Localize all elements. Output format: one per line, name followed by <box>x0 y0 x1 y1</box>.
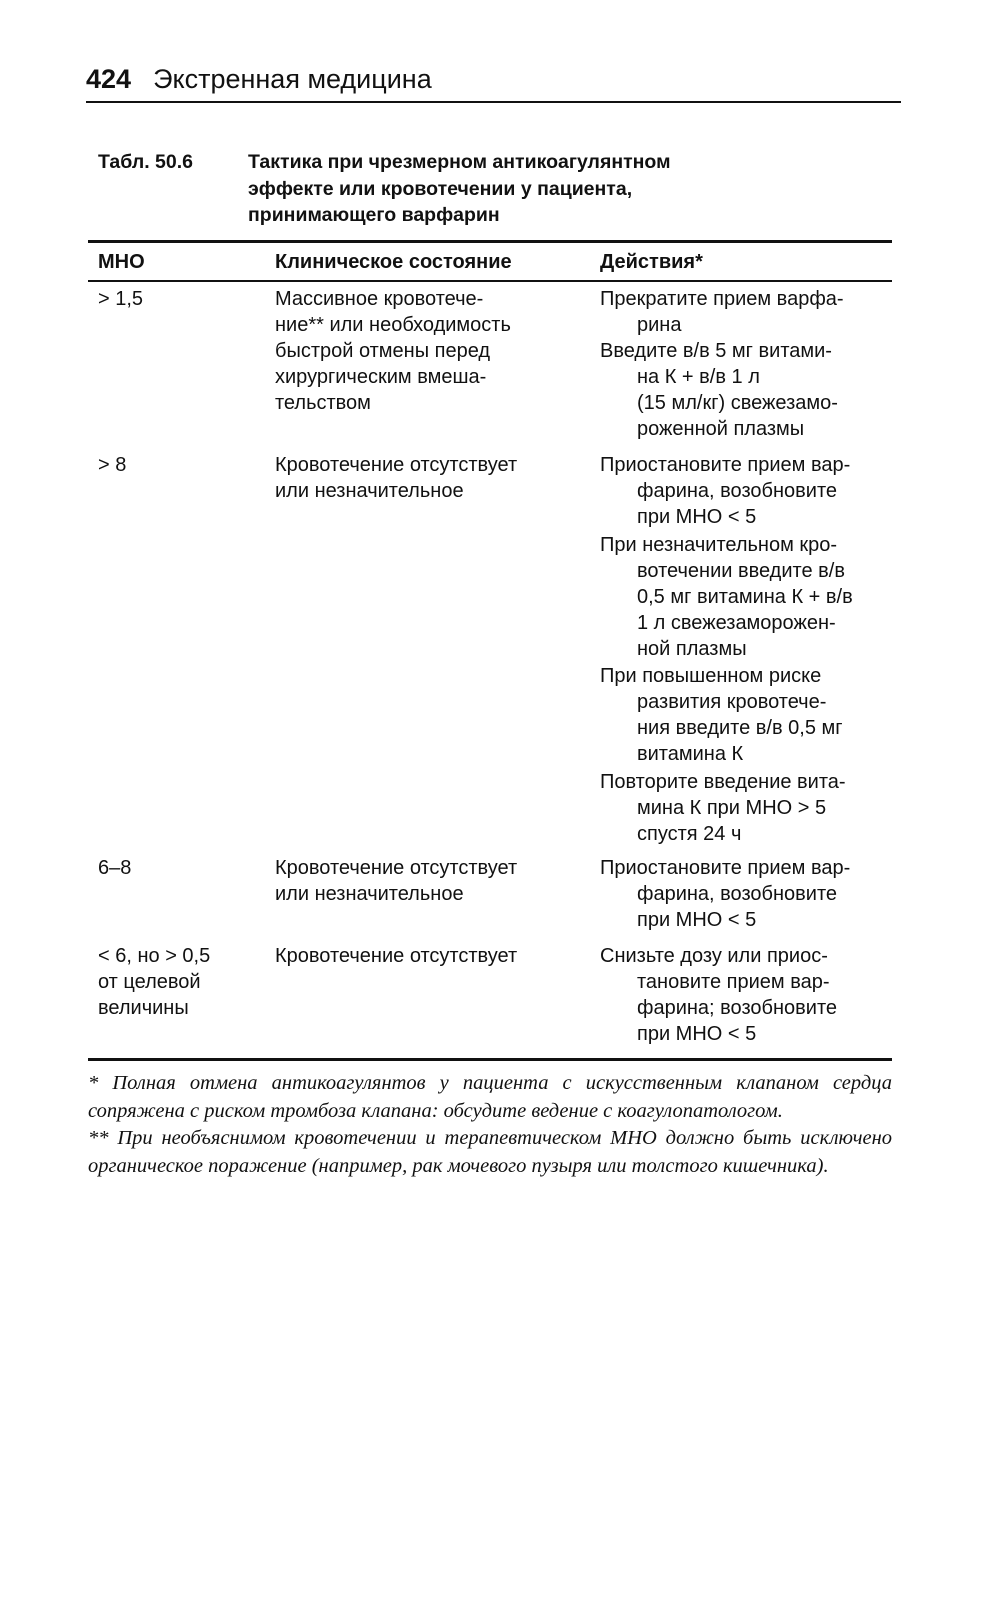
action-line: при МНО < 5 <box>637 909 757 931</box>
table-title-line: эффекте или кровотечении у пациента, <box>248 177 633 200</box>
condition-line: Кровотечение отсутствует <box>275 454 518 476</box>
action-line: при МНО < 5 <box>637 1023 757 1045</box>
condition-line: Кровотечение отсутствует <box>275 945 518 967</box>
action-line: мина К при МНО > 5 <box>637 797 827 819</box>
action-line: тановите прием вар- <box>637 971 830 993</box>
action-line: Снизьте дозу или приос- <box>600 945 828 967</box>
action-line: Введите в/в 5 мг витами- <box>600 340 832 362</box>
inr-cell: величины <box>98 997 189 1019</box>
footnote: * Полная отмена антикоагулянтов у пациента с искусственным клапаном сердца сопряжена с риском тромбоза клапана: обсудите ведение с коагулопатологом. <box>88 1072 892 1122</box>
running-title: Экстренная медицина <box>153 64 432 94</box>
table-header-rule <box>88 280 892 282</box>
table-footnotes <box>88 1070 892 1180</box>
page-number: 424 <box>86 64 132 94</box>
action-line: (15 мл/кг) свежезамо- <box>637 392 838 414</box>
action-line: Повторите введение вита- <box>600 771 846 793</box>
action-line: фарина, возобновите <box>637 883 837 905</box>
action-line: на К + в/в 1 л <box>637 366 760 388</box>
action-line: Прекратите прием варфа- <box>600 288 844 310</box>
action-line: При повышенном риске <box>600 665 822 687</box>
action-line: ния введите в/в 0,5 мг <box>637 717 843 739</box>
action-line: ной плазмы <box>637 638 747 660</box>
action-line: При незначительном кро- <box>600 534 838 556</box>
running-head <box>86 62 900 96</box>
footnote: ** При необъяснимом кровотечении и терапевтическом МНО должно быть исключено органическое поражение (например, рак мочевого пузыря или толстого кишечника). <box>88 1127 892 1177</box>
column-header-actions: Действия* <box>600 251 703 273</box>
action-line: вотечении введите в/в <box>637 560 845 582</box>
condition-line: тельством <box>275 392 371 414</box>
column-header-inr: МНО <box>98 251 145 273</box>
condition-line: ние** или необходимость <box>275 314 511 336</box>
action-line: фарина; возобновите <box>637 997 837 1019</box>
table-number: Табл. 50.6 <box>98 151 194 173</box>
column-header-condition: Клиническое состояние <box>275 251 512 273</box>
inr-cell: 6–8 <box>98 857 132 879</box>
table-title-line: принимающего варфарин <box>248 204 500 226</box>
action-line: фарина, возобновите <box>637 480 837 502</box>
table-title <box>248 149 808 229</box>
table-bottom-rule <box>88 1058 892 1061</box>
inr-cell: > 8 <box>98 454 127 476</box>
action-line: Приостановите прием вар- <box>600 857 851 879</box>
action-line: 0,5 мг витамина К + в/в <box>637 586 853 608</box>
condition-line: Кровотечение отсутствует <box>275 857 518 879</box>
action-line: витамина К <box>637 743 744 765</box>
action-line: при МНО < 5 <box>637 506 757 528</box>
table-top-rule <box>88 240 892 243</box>
condition-line: быстрой отмены перед <box>275 340 491 362</box>
header-rule <box>86 101 901 103</box>
condition-line: Массивное кровотече- <box>275 288 484 310</box>
action-line: роженной плазмы <box>637 418 805 440</box>
inr-cell: < 6, но > 0,5 <box>98 945 211 967</box>
condition-line: или незначительное <box>275 883 464 905</box>
action-line: 1 л свежезаморожен- <box>637 612 836 634</box>
action-line: Приостановите прием вар- <box>600 454 851 476</box>
table-title-line: Тактика при чрезмерном антикоагулянтном <box>248 151 671 173</box>
condition-line: хирургическим вмеша- <box>275 366 487 388</box>
condition-line: или незначительное <box>275 480 464 502</box>
action-line: рина <box>637 314 682 336</box>
action-line: спустя 24 ч <box>637 823 742 845</box>
action-line: развития кровотече- <box>637 691 827 713</box>
inr-cell: > 1,5 <box>98 288 144 310</box>
inr-cell: от целевой <box>98 971 201 993</box>
